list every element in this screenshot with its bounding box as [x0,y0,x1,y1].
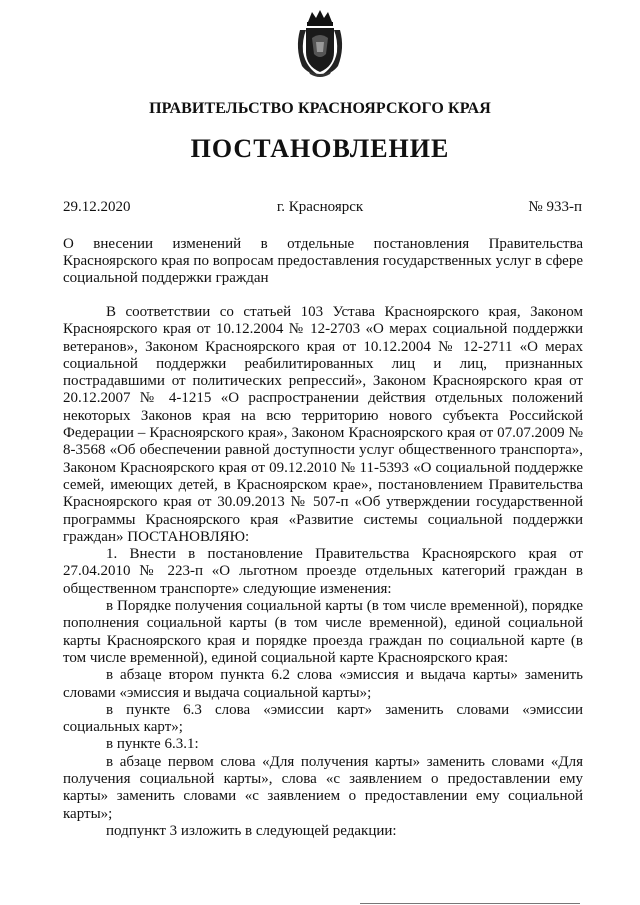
document-body [63,304,583,840]
paragraph: подпункт 3 изложить в следующей редакции: [106,822,397,839]
paragraph: в Порядке получения социальной карты (в том числе временной), порядке пополнения социальной карты (в том числе временной), единой социальной карты Красноярского края и порядке проезда граждан по социальной карте (в том числе временной), единой социальной карте Красноярского края: [63,598,583,666]
document-city: г. Красноярск [276,199,364,215]
government-name: ПРАВИТЕЛЬСТВО КРАСНОЯРСКОГО КРАЯ [149,100,491,117]
page-divider [360,903,580,904]
document-number: № 933-п [528,199,582,215]
document-date: 29.12.2020 [63,199,131,215]
krasnoyarsk-coat-of-arms-icon [294,8,346,78]
document-type-title: ПОСТАНОВЛЕНИЕ [190,134,450,163]
paragraph: в абзаце первом слова «Для получения карты» заменить словами «Для получения социальной карты», слова «с заявлением о предоставлении ему карты» заменить словами «с заявлением о предоставлении ему социальной карты»; [63,753,583,822]
paragraph: в пункте 6.3.1: [106,736,199,753]
document-subject: О внесении изменений в отдельные постановления Правительства Красноярского края по вопросам предоставления государственных услуг в сфере социальной поддержки граждан [63,236,583,286]
paragraph: 1. Внести в постановление Правительства Красноярского края от 27.04.2010 № 223-п «О льготном проезде отдельных категорий граждан в общественном транспорте» следующие изменения: [63,546,583,597]
paragraph: В соответствии со статьей 103 Устава Красноярского края, Законом Красноярского края от 10.12.2004 № 12-2703 «О мерах социальной поддержки ветеранов», Законом Красноярского края от 10.12.2004 № 12-2711 «О мерах социальной поддержки реабилитированных лиц и лиц, признанных пострадавшими от политических репрессий», Законом Красноярского края от 20.12.2007 № 4-1215 «О распространении действия отдельных положений некоторых Законов края на всю территорию нового субъекта Российской Федерации – Красноярского края», Законом Красноярского края от 07.07.2009 № 8-3568 «Об обеспечении равной доступности услуг общественного транспорта», Законом Красноярского края от 09.12.2010 № 11-5393 «О социальной поддержке семей, имеющих детей, в Красноярском крае», постановлением Правительства Красноярского края от 30.09.2013 № 507-п «Об утверждении государственной программы Красноярского края «Развитие системы социальной поддержки граждан» ПОСТАНОВЛЯЮ: [63,304,583,545]
paragraph: в пункте 6.3 слова «эмиссии карт» заменить словами «эмиссии социальных карт»; [63,701,583,736]
paragraph: в абзаце втором пункта 6.2 слова «эмиссия и выдача карты» заменить словами «эмиссия и выдача социальной карты»; [63,667,583,701]
